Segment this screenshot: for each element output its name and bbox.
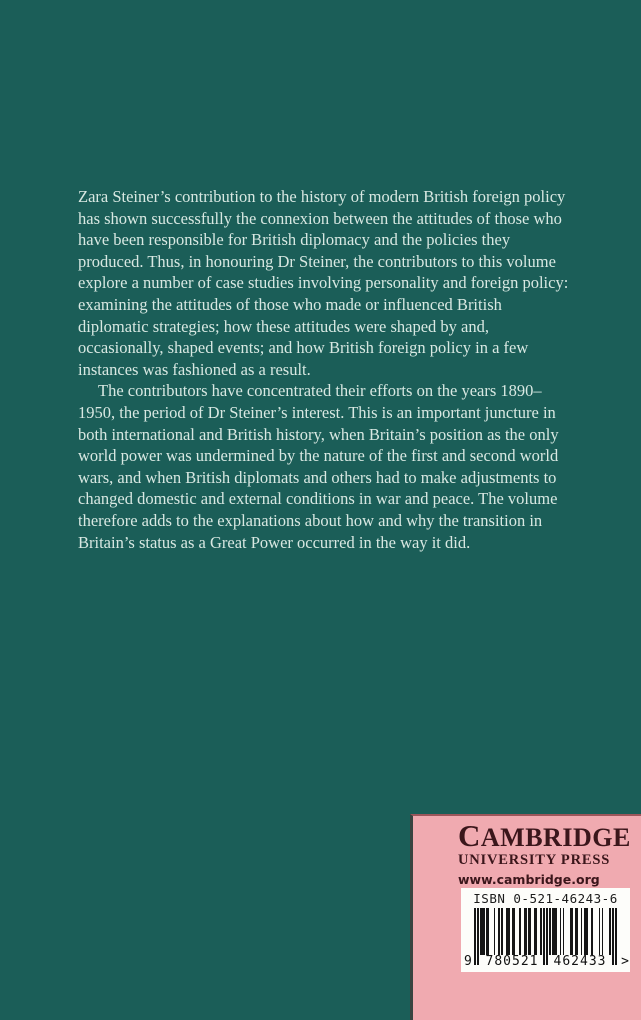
barcode-trailing-char: > bbox=[621, 954, 629, 969]
synopsis-paragraph-1: Zara Steiner’s contribution to the history of modern British foreign policy has shown successfully the connexion between the attitudes of those who have been responsible for British diplomacy and the policies they produced. Thus, in honouring Dr Steiner, the contributors to this volume explore a number of case studies involving personality and foreign policy: examining the attitudes of those who made or influenced British diplomatic strategies; how these attitudes were shaped by and, occasionally, shaped events; and how British foreign policy in a few instances was fashioned as a result. bbox=[78, 187, 569, 379]
publisher-name: CAMBRIDGE bbox=[458, 818, 631, 853]
isbn-number: ISBN 0-521-46243-6 bbox=[473, 891, 618, 906]
publisher-brand bbox=[413, 816, 641, 887]
barcode-digit-group-1: 780521 bbox=[485, 954, 539, 969]
barcode-digits bbox=[461, 954, 630, 970]
publisher-panel bbox=[410, 814, 641, 1020]
barcode-bars bbox=[474, 908, 617, 955]
isbn-barcode-block bbox=[461, 888, 630, 972]
synopsis-paragraph-2: The contributors have concentrated their efforts on the years 1890–1950, the period of Dr Steiner’s interest. This is an important juncture in both international and British history, when Britain’s position as the only world power was undermined by the nature of the first and second world wars, and when British diplomats and others had to make adjustments to changed domestic and external conditions in war and peace. The volume therefore adds to the explanations about how and why the transition in Britain’s status as a Great Power occurred in the way it did. bbox=[78, 381, 559, 552]
publisher-subtitle: UNIVERSITY PRESS bbox=[458, 852, 611, 868]
barcode-digit-group-2: 462433 bbox=[553, 954, 607, 969]
synopsis-text-block bbox=[78, 186, 576, 553]
barcode-digit-lead: 9 bbox=[464, 954, 472, 969]
publisher-website: www.cambridge.org bbox=[458, 872, 600, 887]
